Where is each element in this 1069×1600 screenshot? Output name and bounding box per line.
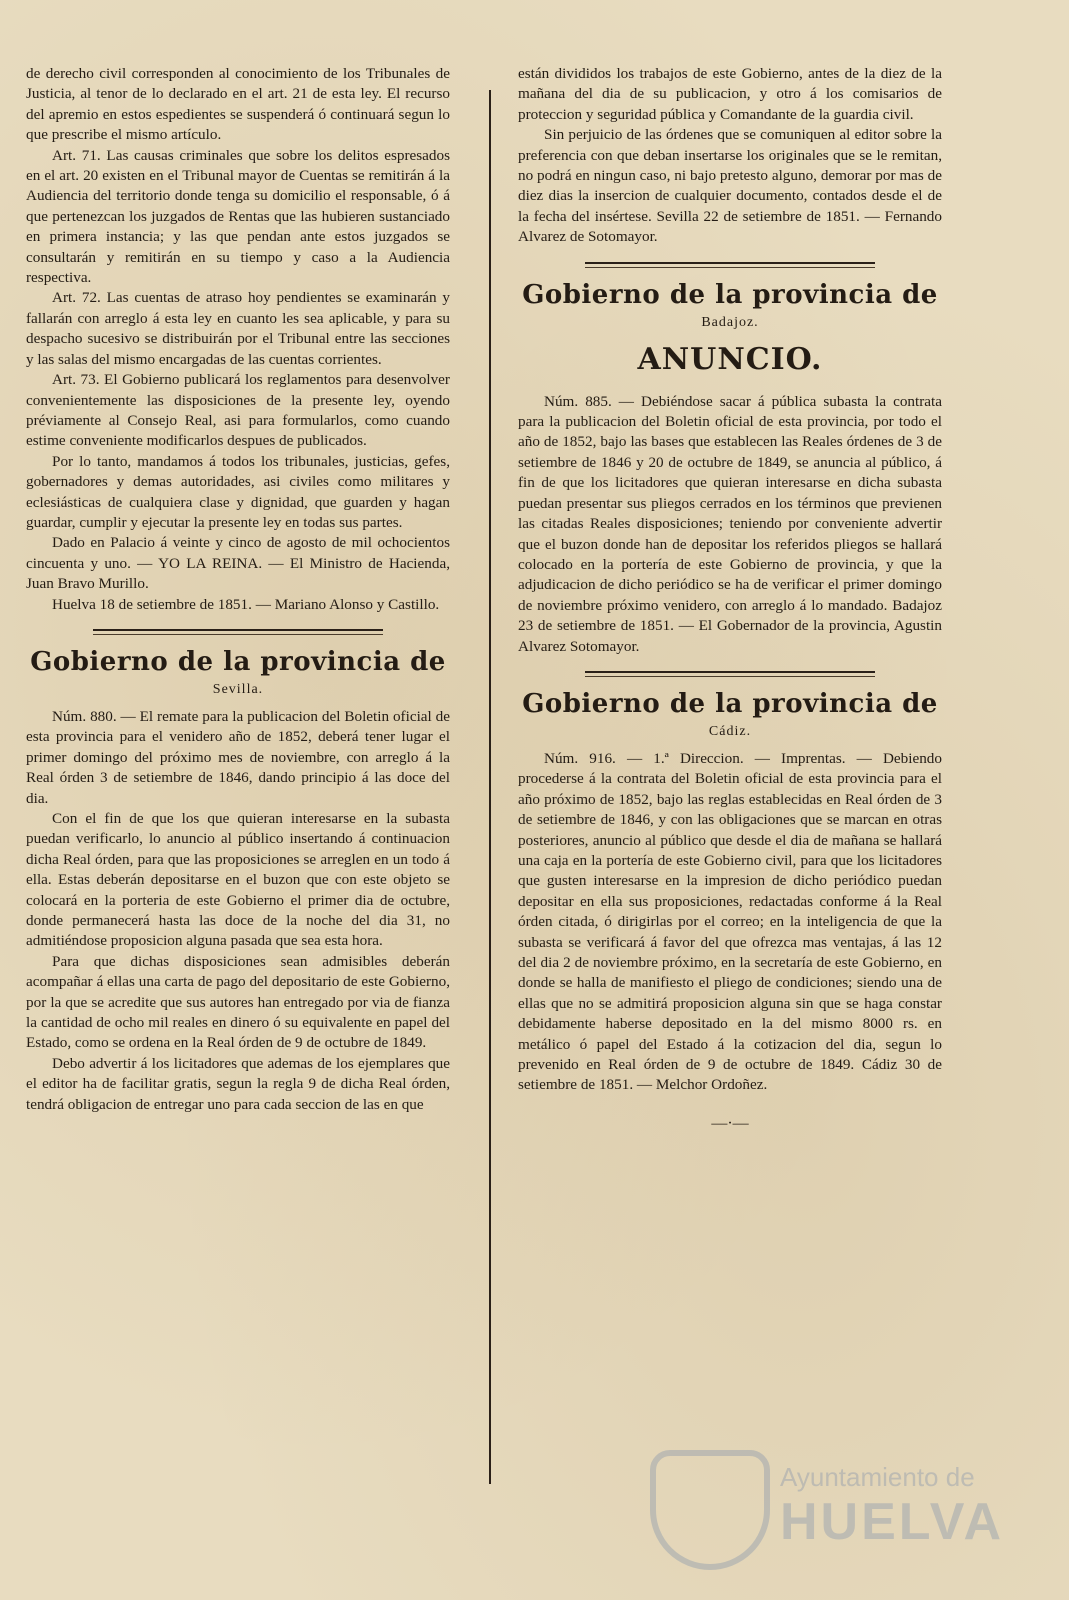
paragraph: de derecho civil corresponden al conocimiento de los Tribunales de Justicia, al tenor de lo declarado en el art. 21 de esta ley. El recurso del apremio en estos espedientes se suspenderá ó continuará segun lo que prescribe el mismo artículo.	[26, 65, 450, 144]
paragraph: Con el fin de que los que quieran interesarse en la subasta puedan verificarlo, lo anuncio al público insertando á continuacion dicha Real órden, para que las proposiciones se arreglen en un todo á ella. Estas deberán depositarse en el buzon que con este objeto se colocará en la porteria de este Gobierno el primer dia de octubre, donde permanecerá hasta las doce de la noche del dia 31, no admitiéndose proposicion alguna pasada que sea esta hora.	[26, 810, 450, 950]
paragraph: están divididos los trabajos de este Gobierno, antes de la diez de la mañana del dia de su publicacion, y otro á los comisarios de proteccion y seguridad pública y Comandante de la guardia civil.	[518, 65, 942, 123]
watermark-title: HUELVA	[780, 1493, 1005, 1551]
left-column	[26, 64, 450, 1115]
section-divider	[585, 671, 875, 677]
paragraph: Por lo tanto, mandamos á todos los tribunales, justicias, gefes, gobernadores y demas autoridades, asi civiles como militares y eclesiásticas de cualquiera clase y dignidad, que guarden y hagan guardar, cumplir y ejecutar la presente ley en todas sus partes.	[26, 452, 450, 531]
anuncio-title: ANUNCIO.	[637, 341, 823, 377]
watermark-subtitle: Ayuntamiento de	[780, 1462, 975, 1492]
paragraph: Art. 72. Las cuentas de atraso hoy pendientes se examinarán y fallarán con arreglo á esta ley en cuanto les sea aplicable, y para su despacho sucesivo se distribuirán por el Tribunal entre las secciones y las salas del mismo encargadas de las cuentas corrientes.	[26, 289, 450, 368]
coat-of-arms-icon	[650, 1450, 770, 1570]
paragraph: Art. 71. Las causas criminales que sobre los delitos espresados en el art. 20 existen en el Tribunal mayor de Cuentas se remitirán á la Audiencia del territorio donde tenga su domicilio el responsable, ó á que pertenezcan los juzgados de Rentas que las hubieren sustanciado en primera instancia; y las que pendan ante estos juzgados se consultarán y remitirán en su tiempo y caso a la Audiencia respectiva.	[26, 146, 450, 287]
section-divider	[585, 262, 875, 268]
section-subheading-badajoz: Badajoz.	[701, 314, 759, 330]
paragraph: Para que dichas disposiciones sean admisibles deberán acompañar á ellas una carta de pago del depositario de este Gobierno, por la que se acredite que sus autores han entregado por via de fianza la cantidad de ocho mil reales en dinero ó su equivalente en papel del Estado, como se ordena en la Real órden de 9 de octubre de 1849.	[26, 952, 450, 1052]
paragraph: Núm. 916. — 1.ª Direccion. — Imprentas. — Debiendo procederse á la contrata del Boletin oficial de esta provincia para el año próximo de 1852, bajo las reglas establecidas en Real órden de 3 de setiembre de 1846, y con las obligaciones que se marcan en otras posteriores, anuncio al público que desde el dia de mañana se hallará una caja en la portería de este Gobierno civil, para que los licitadores que gusten interesarse en la impresion de dicho periódico puedan depositar en ella sus proposiciones, redactadas conforme á la Real órden citada, ó dirigirlas por el correo; en la inteligencia de que la subasta se verificará á favor del que ofrezca mas ventajas, á las 12 del dia 2 de noviembre próximo, en la secretaría de este Gobierno, en donde se halla de manifiesto el pliego de condiciones; siendo una de ellas que no se admitirá proposicion alguna sin que se haga constar debidamente haberse depositado en la del mismo 8000 rs. en metálico ó papel del Estado á la cotizacion del dia, segun lo prevenido en Real órden de 9 de octubre de 1849. Cádiz 30 de setiembre de 1851. — Melchor Ordoñez.	[518, 749, 942, 1094]
section-heading-sevilla: Gobierno de la provincia de	[30, 646, 446, 677]
column-rule	[489, 90, 491, 1484]
paragraph: Sin perjuicio de las órdenes que se comuniquen al editor sobre la preferencia con que deban insertarse los originales que se le remitan, no podrá en ningun caso, ni bajo pretesto alguno, demorar por mas de diez dias la insercion de cualquier documento, contados desde el de la fecha del insértese. Sevilla 22 de setiembre de 1851. — Fernando Alvarez de Sotomayor.	[518, 126, 942, 246]
section-divider	[93, 629, 383, 635]
section-subheading-sevilla: Sevilla.	[212, 681, 264, 697]
paragraph: Debo advertir á los licitadores que ademas de los ejemplares que el editor ha de facilitar gratis, segun la regla 9 de dicha Real órden, tendrá obligacion de entregar uno para cada seccion de las en que	[26, 1054, 450, 1113]
paragraph: Art. 73. El Gobierno publicará los reglamentos para desenvolver convenientemente las disposiciones de la presente ley, oyendo préviamente al Consejo Real, asi para formularlos, como cuando estime conveniente modificarlos despues de publicados.	[26, 371, 450, 450]
paragraph: Núm. 880. — El remate para la publicacion del Boletin oficial de esta provincia para el venidero año de 1852, deberá tener lugar el primer domingo del próximo mes de noviembre, con arreglo á la Real órden 3 de setiembre de 1846, dando principio á las doce del dia.	[26, 707, 450, 807]
section-subheading-cadiz: Cádiz.	[708, 723, 752, 739]
section-heading-cadiz: Gobierno de la provincia de	[522, 688, 938, 719]
right-column	[518, 64, 942, 1134]
watermark	[650, 1450, 1005, 1570]
end-mark: —·—	[711, 1114, 749, 1132]
signature-line: Huelva 18 de setiembre de 1851. — Mariano Alonso y Castillo.	[52, 595, 440, 613]
paragraph: Dado en Palacio á veinte y cinco de agosto de mil ochocientos cincuenta y uno. — YO LA REINA. — El Ministro de Hacienda, Juan Bravo Murillo.	[26, 534, 450, 593]
paragraph: Núm. 885. — Debiéndose sacar á pública subasta la contrata para la publicacion del Boletin oficial de esta provincia, por todo el año de 1852, bajo las bases que establecen las Reales órdenes de 3 de setiembre de 1846 y 20 de octubre de 1849, se anuncia al público, á fin de que los licitadores que quieran interesarse en dicha subasta puedan presentar sus pliegos cerrados en los términos que previenen las citadas Reales disposiciones; teniendo por conveniente advertir que el buzon donde han de depositar los referidos pliegos se hallará colocado en la portería de este Gobierno de provincia, y que la adjudicacion de dicho periódico se ha de verificar el primer domingo de noviembre próximo venidero, con arreglo á lo mandado. Badajoz 23 de setiembre de 1851. — El Gobernador de la provincia, Agustin Alvarez Sotomayor.	[518, 392, 942, 655]
section-heading-badajoz: Gobierno de la provincia de	[522, 279, 938, 310]
